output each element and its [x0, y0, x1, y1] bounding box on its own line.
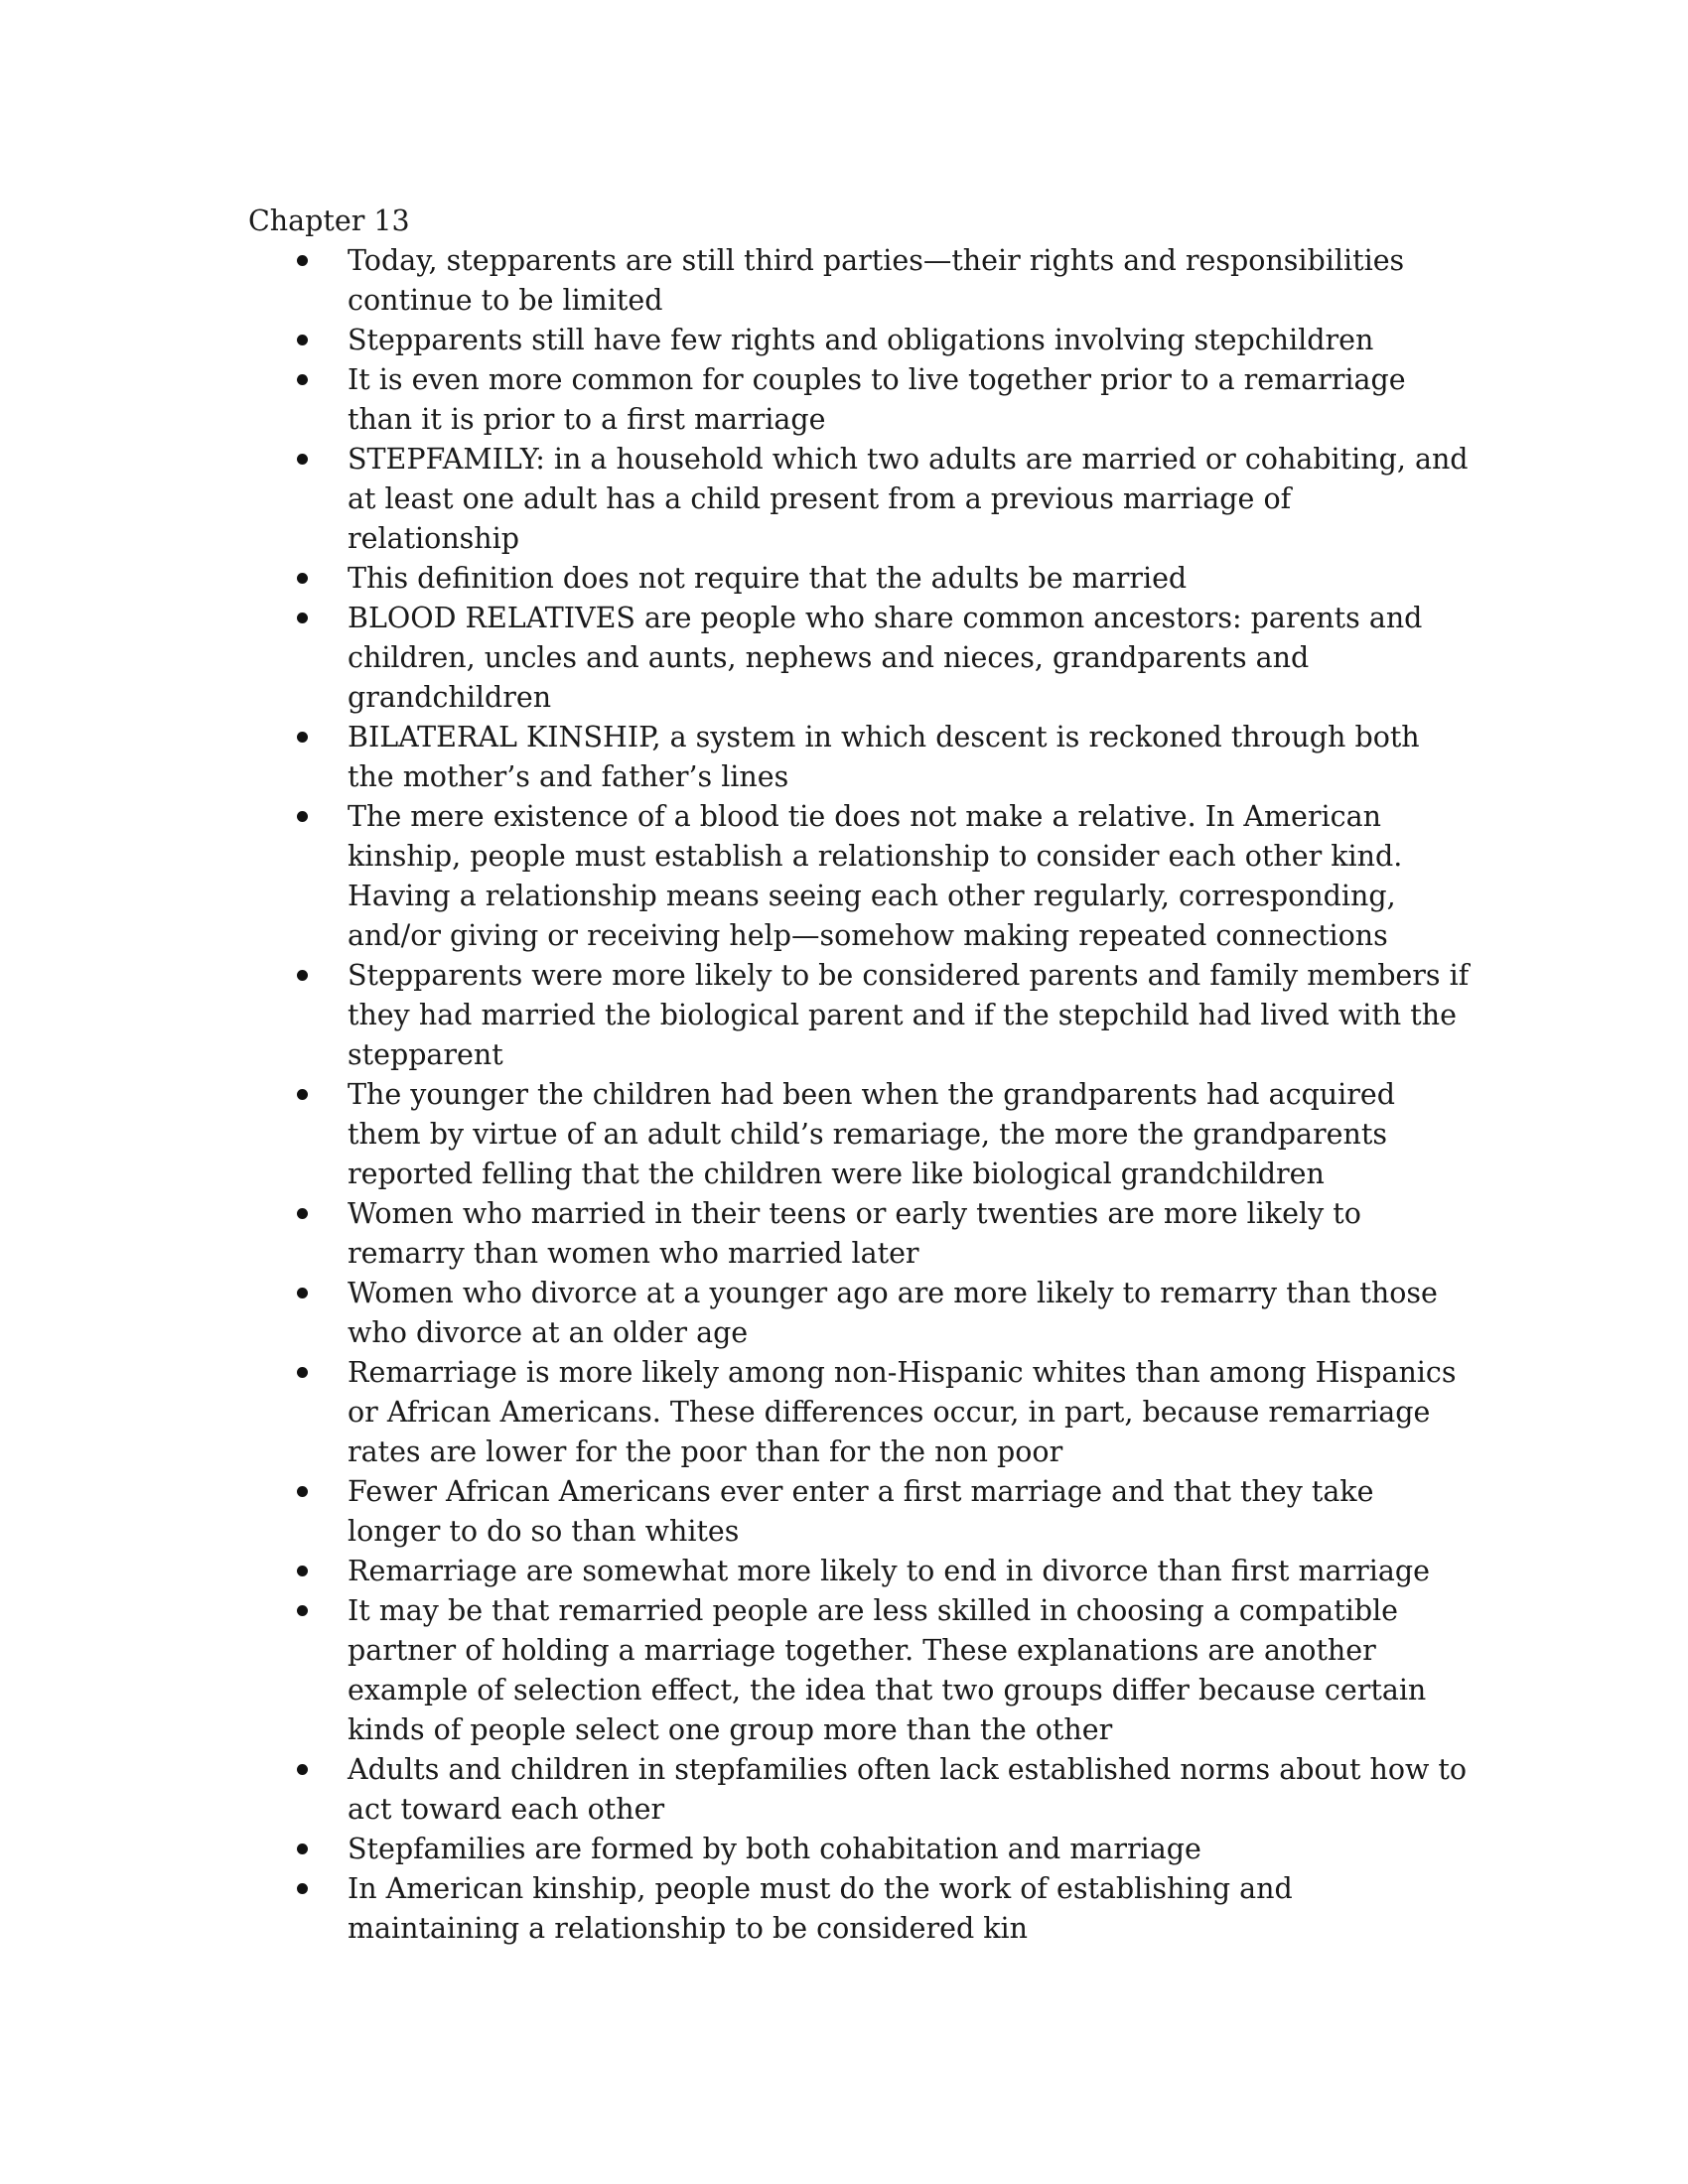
list-item: [348, 1075, 1470, 1194]
bullet-icon: [292, 1274, 312, 1313]
list-item-text: STEPFAMILY: in a household which two adults are married or cohabiting, and at least one adult has a child present from a previous marriage of relationship: [348, 443, 1469, 555]
list-item-text: Stepparents still have few rights and obligations involving stepchildren: [348, 324, 1374, 356]
list-item: [348, 321, 1470, 360]
bullet-icon: [292, 321, 312, 360]
list-item-text: It is even more common for couples to live together prior to a remarriage than it is prior to a first marriage: [348, 363, 1406, 436]
bullet-icon: [292, 1750, 312, 1790]
list-item-text: Women who married in their teens or early twenties are more likely to remarry than women who married later: [348, 1197, 1361, 1270]
list-item: [348, 1353, 1470, 1472]
bullet-icon: [292, 1552, 312, 1591]
list-item: [348, 1472, 1470, 1552]
list-item: [348, 1591, 1470, 1750]
list-item-text: BILATERAL KINSHIP, a system in which descent is reckoned through both the mother’s and father’s lines: [348, 721, 1420, 793]
document-content: [248, 202, 1470, 1949]
list-item: [348, 956, 1470, 1075]
bullet-icon: [292, 599, 312, 638]
list-item-text: Women who divorce at a younger ago are more likely to remarry than those who divorce at an older age: [348, 1277, 1438, 1349]
bullet-icon: [292, 1353, 312, 1393]
list-item: [348, 1274, 1470, 1353]
list-item: [348, 440, 1470, 559]
bullet-icon: [292, 1194, 312, 1234]
list-item-text: Remarriage is more likely among non-Hispanic whites than among Hispanics or African Americans. These differences occur, in part, because remarriage rates are lower for the poor than for the non poor: [348, 1356, 1457, 1468]
bullet-icon: [292, 956, 312, 996]
bullet-icon: [292, 1472, 312, 1512]
list-item-text: Stepfamilies are formed by both cohabitation and marriage: [348, 1833, 1201, 1865]
bullet-list: [248, 241, 1470, 1949]
list-item-text: Remarriage are somewhat more likely to end in divorce than first marriage: [348, 1555, 1431, 1587]
list-item-text: The younger the children had been when the grandparents had acquired them by virtue of an adult child’s remariage, the more the grandparents reported felling that the children were like biological grandchildren: [348, 1078, 1396, 1190]
list-item: [348, 1830, 1470, 1869]
list-item: [348, 241, 1470, 321]
bullet-icon: [292, 440, 312, 479]
list-item-text: It may be that remarried people are less skilled in choosing a compatible partner of holding a marriage together. These explanations are another example of selection effect, the idea that two groups differ because certain kinds of people select one group more than the other: [348, 1594, 1427, 1746]
bullet-icon: [292, 1869, 312, 1909]
list-item: [348, 1552, 1470, 1591]
list-item-text: In American kinship, people must do the work of establishing and maintaining a relationship to be considered kin: [348, 1872, 1293, 1945]
list-item-text: This definition does not require that the adults be married: [348, 562, 1188, 595]
list-item: [348, 559, 1470, 599]
chapter-title: Chapter 13: [248, 205, 410, 237]
bullet-icon: [292, 1075, 312, 1115]
list-item: [348, 718, 1470, 797]
list-item-text: BLOOD RELATIVES are people who share common ancestors: parents and children, uncles and aunts, nephews and nieces, grandparents and grandchildren: [348, 602, 1423, 714]
bullet-icon: [292, 797, 312, 837]
list-item: [348, 360, 1470, 440]
list-item: [348, 599, 1470, 718]
list-item-text: Adults and children in stepfamilies often lack established norms about how to act toward each other: [348, 1753, 1468, 1826]
list-item: [348, 1869, 1470, 1949]
list-item-text: The mere existence of a blood tie does not make a relative. In American kinship, people must establish a relationship to consider each other kind. Having a relationship means seeing each other regularly, corresponding, and/or giving or receiving help—somehow making repeated connections: [348, 800, 1403, 952]
list-item-text: Fewer African Americans ever enter a first marriage and that they take longer to do so than whites: [348, 1475, 1374, 1548]
bullet-icon: [292, 559, 312, 599]
bullet-icon: [292, 360, 312, 400]
bullet-icon: [292, 718, 312, 757]
bullet-icon: [292, 1830, 312, 1869]
list-item: [348, 797, 1470, 956]
bullet-icon: [292, 1591, 312, 1631]
list-item-text: Stepparents were more likely to be considered parents and family members if they had married the biological parent and if the stepchild had lived with the stepparent: [348, 959, 1470, 1071]
list-item: [348, 1194, 1470, 1274]
bullet-icon: [292, 241, 312, 281]
list-item-text: Today, stepparents are still third parties—their rights and responsibilities continue to be limited: [348, 244, 1405, 317]
list-item: [348, 1750, 1470, 1830]
